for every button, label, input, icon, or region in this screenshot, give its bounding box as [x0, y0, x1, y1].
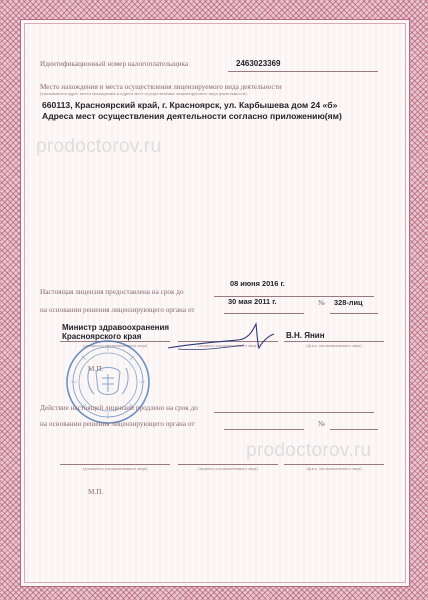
inn-underline [228, 71, 378, 72]
signature-icon [160, 318, 280, 358]
number-sign: № [318, 299, 325, 307]
inn-label: Идентификационный номер налогоплательщика [40, 60, 189, 68]
decision-date-underline [224, 313, 304, 314]
address-line-1: 660113, Красноярский край, г. Красноярск, ул. Карбышева дом 24 «б» [42, 100, 338, 110]
extended-label: Действие настоящей лицензии продлено на срок до [40, 404, 198, 412]
mp-label-2: М.П. [88, 488, 104, 496]
decision-label: на основании решения лицензирующего органа от [40, 306, 195, 314]
position-underline-2 [60, 464, 170, 465]
caption-signature: (подпись уполномоченного лица) [198, 343, 258, 348]
caption-name: (ф.и.о. уполномоченного лица) [306, 343, 362, 348]
caption-position: (должность уполномоченного лица) [82, 343, 148, 348]
watermark-top: prodoctorov.ru [36, 136, 162, 157]
name-underline [284, 341, 384, 342]
extended-date-underline [224, 429, 304, 430]
caption-name-2: (ф.и.о. уполномоченного лица) [306, 466, 362, 471]
state-seal-icon [64, 338, 152, 426]
watermark-bottom: prodoctorov.ru [246, 440, 372, 461]
inn-value: 2463023369 [236, 59, 281, 68]
caption-position-2: (должность уполномоченного лица) [82, 466, 148, 471]
decision-date: 30 мая 2011 г. [228, 297, 277, 306]
signer-name: В.Н. Янин [286, 331, 325, 340]
term-label: Настоящая лицензия предоставлена на срок до [40, 288, 184, 296]
mp-label: М.П. [88, 365, 104, 373]
extended-decision-label: на основании решения лицензирующего органа от [40, 420, 195, 428]
decision-number-underline [330, 313, 378, 314]
extended-underline [214, 412, 374, 413]
place-label: Место нахождения и места осуществления лицензируемого вида деятельности [40, 83, 282, 91]
signature-underline-2 [178, 464, 278, 465]
place-hint: (указываются адрес места нахождения и адреса мест осуществления лицензируемого вида деятельности) [40, 91, 247, 96]
decision-number: 328-лиц [334, 298, 363, 307]
term-value: 08 июня 2016 г. [230, 279, 285, 288]
name-underline-2 [284, 464, 384, 465]
address-line-2: Адреса мест осуществления деятельности согласно приложению(ям) [42, 111, 342, 121]
extended-number-underline [330, 429, 378, 430]
caption-signature-2: (подпись уполномоченного лица) [198, 466, 258, 471]
extended-number-sign: № [318, 420, 325, 428]
signer-position-line-2: Красноярского края [62, 332, 142, 341]
signer-position-line-1: Министр здравоохранения [62, 323, 170, 332]
